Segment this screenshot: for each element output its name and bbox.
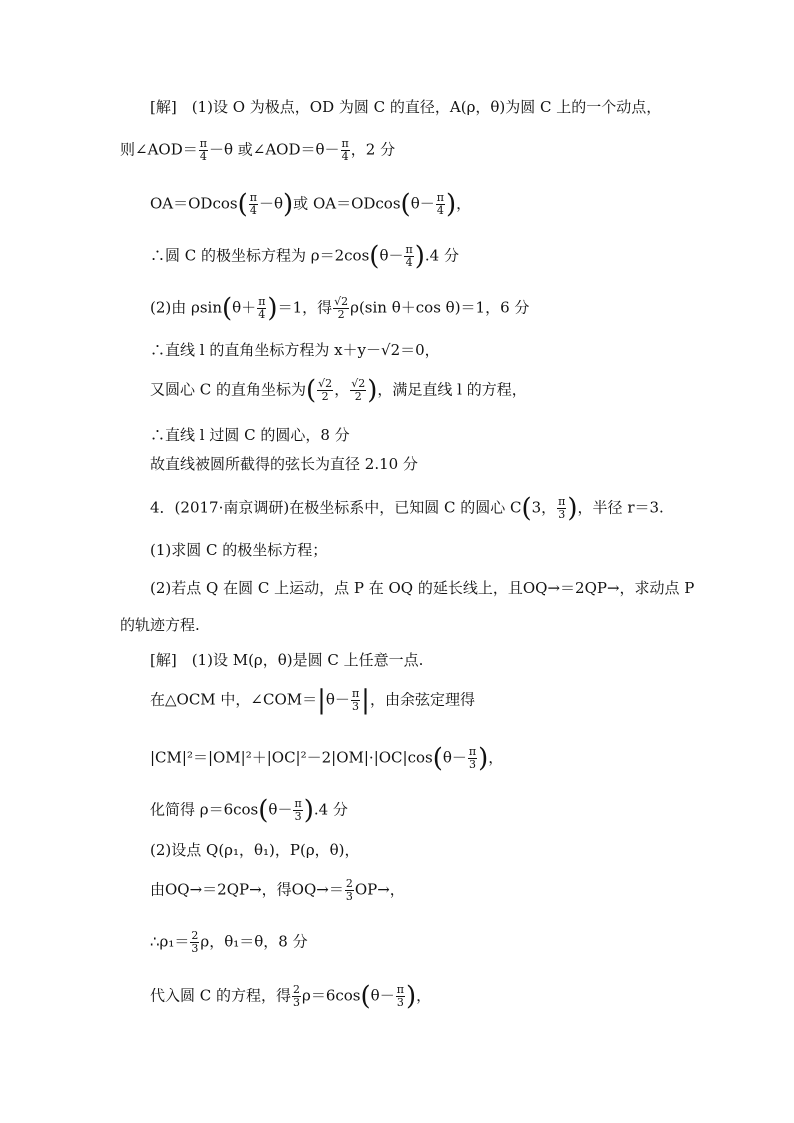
text: [解] (1)设 M(ρ，θ)是圆 C 上任意一点.	[150, 651, 424, 669]
solution-4-line-2: 在△OCM 中，∠COM＝|θ－ $\frac{\pi}{3}$ |，由余弦定理得	[150, 685, 475, 716]
text: 又圆心 C 的直角坐标为	[150, 380, 307, 399]
solution-4-line-3: |CM|²＝|OM|²＋|OC|²－2|OM|·|OC|cos(θ－ $\frac{\pi}{3}$ )，	[150, 743, 504, 774]
solution-4-line-4: 化简得 ρ＝6cos(θ－ $\frac{\pi}{3}$ ).4 分	[150, 795, 348, 826]
fraction-2-3: $\frac{2}{3}$	[345, 877, 353, 903]
problem-4-part-2-cont	[120, 615, 200, 635]
fraction-sqrt2-2: $\frac{√2}{2}$	[318, 377, 333, 403]
fraction-2-3: $\frac{2}{3}$	[191, 929, 199, 955]
solution-line-1	[150, 97, 661, 117]
solution-line-5: (2)由 ρsin(θ＋ $\frac{\pi}{4}$ )＝1，得 $\frac{√2}{2}$ ρ(sin θ＋cos θ)＝1，6 分	[150, 293, 530, 324]
solution-line-2	[120, 138, 395, 163]
solution-line-6	[150, 340, 440, 360]
text: ∴ρ₁＝	[150, 932, 190, 951]
fraction-pi-4: $\frac{\pi}{4}$	[341, 137, 349, 163]
fraction-pi-3: $\frac{\pi}{3}$	[396, 983, 404, 1009]
text: (2)若点 Q 在圆 C 上运动，点 P 在 OQ 的延长线上，且OQ→＝2QP→，求动点 P	[150, 579, 695, 597]
text: (2)设点 Q(ρ₁，θ₁)，P(ρ，θ)，	[150, 841, 360, 859]
fraction-pi-4: $\frac{\pi}{4}$	[436, 191, 444, 217]
solution-4-line-7: ∴ρ₁＝ $\frac{2}{3}$ ρ，θ₁＝θ，8 分	[150, 929, 308, 955]
fraction-pi-3: $\frac{\pi}{3}$	[468, 745, 477, 771]
fraction-pi-4: $\frac{\pi}{4}$	[258, 295, 266, 321]
solution-4-line-6: 由OQ→＝2QP→，得OQ→＝ $\frac{2}{3}$ OP→，	[150, 877, 405, 903]
text: ∴圆 C 的极坐标方程为 ρ＝2cos	[150, 246, 370, 265]
problem-4-part-2	[150, 578, 694, 598]
problem-4-part-1	[150, 540, 327, 560]
text: |CM|²＝|OM|²＋|OC|²－2|OM|·|OC|cos	[150, 748, 433, 767]
text: 代入圆 C 的方程，得	[150, 986, 292, 1005]
text: 化简得 ρ＝6cos	[150, 800, 259, 819]
text: 4．(2017·南京调研)在极坐标系中，已知圆 C 的圆心 C	[150, 498, 522, 517]
fraction-pi-4: $\frac{\pi}{4}$	[249, 191, 257, 217]
fraction-sqrt2-2: $\frac{√2}{2}$	[351, 377, 366, 403]
text: －θ 或∠AOD＝θ－	[208, 140, 340, 159]
text: 故直线被圆所截得的弦长为直径 2.10 分	[150, 455, 418, 473]
text: (1)求圆 C 的极坐标方程；	[150, 541, 328, 559]
problem-4-line: 4．(2017·南京调研)在极坐标系中，已知圆 C 的圆心 C(3， $\frac{\pi}{3}$ )，半径 r＝3.	[150, 493, 664, 524]
text: ∴直线 l 的直角坐标方程为 x＋y－√2＝0，	[150, 341, 440, 359]
fraction-sqrt2-2: $\frac{√2}{2}$	[334, 295, 349, 321]
text: 则∠AOD＝	[120, 140, 198, 159]
fraction-pi-4: $\frac{\pi}{4}$	[405, 243, 413, 269]
solution-line-4: ∴圆 C 的极坐标方程为 ρ＝2cos(θ－ $\frac{\pi}{4}$ ).4 分	[150, 241, 459, 272]
text: OA＝ODcos	[150, 194, 238, 213]
fraction-pi-4: $\frac{\pi}{4}$	[199, 137, 207, 163]
solution-line-3: OA＝ODcos( $\frac{\pi}{4}$ －θ)或 OA＝ODcos(θ－ $\frac{\pi}{4}$ )，	[150, 189, 472, 220]
fraction-pi-3: $\frac{\pi}{3}$	[558, 495, 566, 521]
fraction-2-3: $\frac{2}{3}$	[293, 983, 301, 1009]
solution-4-line-1	[150, 650, 423, 670]
text: 在△OCM 中，∠COM＝	[150, 690, 318, 709]
solution-line-9	[150, 454, 418, 474]
text: [解] (1)设 O 为极点，OD 为圆 C 的直径，A(ρ，θ)为圆 C 上的一个动点，	[150, 98, 662, 116]
text: (2)由 ρsin	[150, 298, 222, 317]
fraction-pi-3: $\frac{\pi}{3}$	[351, 687, 360, 713]
solution-4-line-5	[150, 840, 360, 860]
text: 或 OA＝ODcos	[293, 194, 401, 213]
solution-line-8	[150, 425, 350, 445]
fraction-pi-3: $\frac{\pi}{3}$	[294, 797, 302, 823]
solution-4-line-8: 代入圆 C 的方程，得 $\frac{2}{3}$ ρ＝6cos(θ－ $\frac{\pi}{3}$ )，	[150, 981, 432, 1012]
text: ，2 分	[350, 140, 396, 159]
text: 的轨迹方程.	[120, 616, 200, 634]
text: ∴直线 l 过圆 C 的圆心，8 分	[150, 426, 350, 444]
solution-line-7: 又圆心 C 的直角坐标为( $\frac{√2}{2}$ ， $\frac{√2}{2}$ )，满足直线 l 的方程，	[150, 375, 527, 406]
text: 由OQ→＝2QP→，得OQ→＝	[150, 880, 344, 899]
